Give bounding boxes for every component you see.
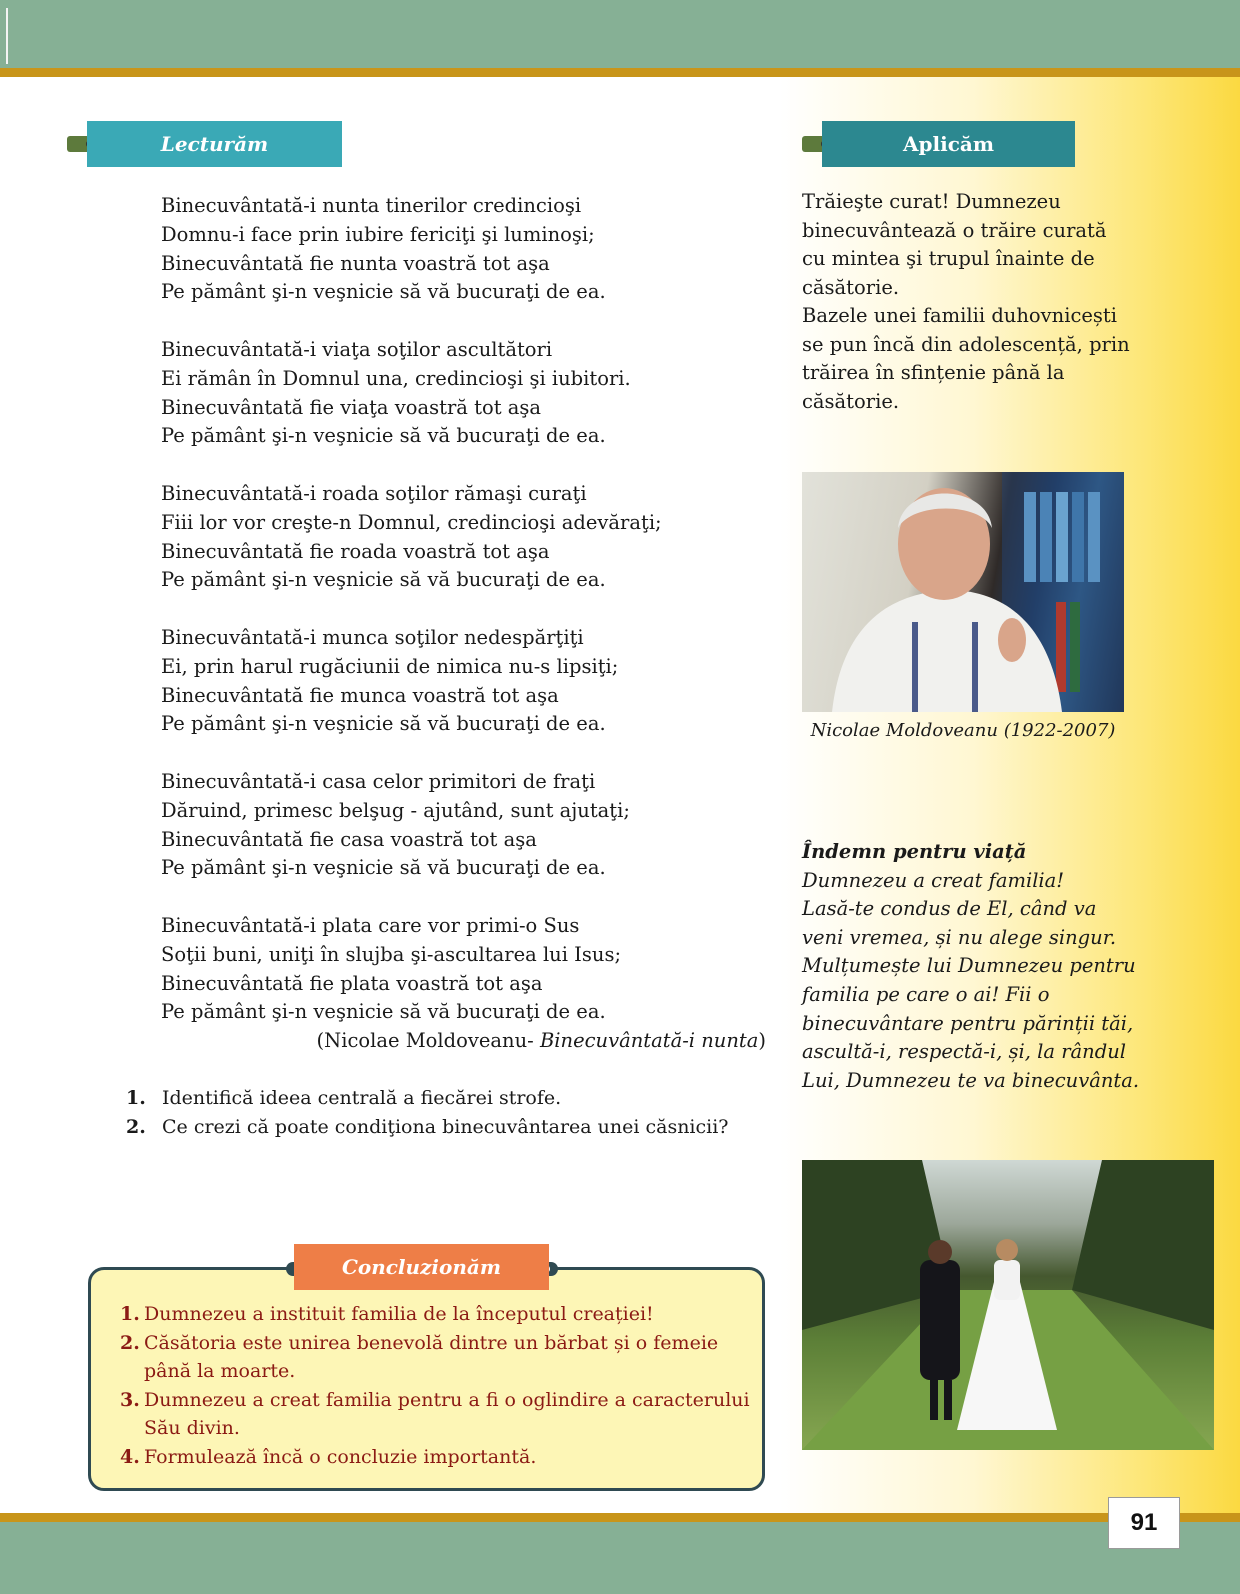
poem-line: Pe pământ şi-n veşnicie să vă bucuraţi de ea. bbox=[161, 1000, 606, 1024]
indemn-line: ascultă-i, respectă-i, și, la rândul bbox=[802, 1040, 1127, 1064]
poem-line: Binecuvântată-i roada soţilor rămaşi curaţi bbox=[161, 481, 587, 505]
aplicam-line: cu mintea şi trupul înainte de bbox=[802, 247, 1095, 270]
poem-line: Pe pământ şi-n veşnicie să vă bucuraţi de ea. bbox=[161, 712, 606, 736]
aplicam-line: trăirea în sfințenie până la bbox=[802, 361, 1065, 384]
question-text: Identifică ideea centrală a fiecărei strofe. bbox=[162, 1087, 562, 1109]
poem-line: Soţii buni, uniţi în slujba şi-ascultarea lui Isus; bbox=[161, 942, 622, 966]
question-item bbox=[126, 1084, 728, 1113]
portrait-photo bbox=[802, 472, 1124, 712]
top-left-line bbox=[6, 8, 8, 64]
poem-stanza bbox=[161, 912, 781, 1027]
page-number: 91 bbox=[1108, 1497, 1180, 1549]
bottom-band bbox=[0, 1522, 1240, 1594]
aplicam-line: binecuvântează o trăire curată bbox=[802, 218, 1107, 242]
question-number: 2. bbox=[126, 1115, 146, 1138]
conclusion-item bbox=[120, 1300, 760, 1329]
poem-line: Fiii lor vor creşte-n Domnul, credincioşi adevăraţi; bbox=[161, 510, 662, 534]
poem-line: Binecuvântată-i nunta tinerilor credincioşi bbox=[161, 194, 582, 217]
indemn-line: Lui, Dumnezeu te va binecuvânta. bbox=[802, 1068, 1140, 1092]
indemn-line: binecuvântare pentru părinții tăi, bbox=[802, 1011, 1134, 1035]
concluzionam-header: Concluzionăm bbox=[294, 1244, 549, 1290]
conclusion-number: 2. bbox=[120, 1331, 140, 1354]
attribution-author: (Nicolae Moldoveanu- bbox=[316, 1029, 540, 1053]
indemn-line: Dumnezeu a creat familia! bbox=[802, 868, 1065, 892]
poem-stanza bbox=[161, 192, 781, 307]
questions-list bbox=[126, 1084, 728, 1141]
poem-line: Pe pământ şi-n veşnicie să vă bucuraţi de ea. bbox=[161, 568, 606, 592]
indemn-line: veni vremea, și nu alege singur. bbox=[802, 925, 1117, 949]
conclusion-item bbox=[120, 1443, 760, 1472]
poem-line: Ei rămân în Domnul una, credincioşi şi iubitori. bbox=[161, 366, 631, 390]
indemn-line: Mulțumește lui Dumnezeu pentru bbox=[802, 954, 1136, 978]
portrait-illustration-icon bbox=[802, 472, 1124, 712]
poem-attribution bbox=[161, 1027, 766, 1056]
wedding-photo bbox=[802, 1160, 1214, 1450]
conclusion-text: Dumnezeu a instituit familia de la începutul creației! bbox=[144, 1303, 654, 1325]
conclusion-list bbox=[120, 1300, 760, 1471]
poem-line: Dăruind, primesc belşug - ajutând, sunt ajutaţi; bbox=[161, 798, 630, 822]
attribution-end: ) bbox=[758, 1029, 766, 1053]
aplicam-line: Trăieşte curat! Dumnezeu bbox=[802, 190, 1061, 213]
conclusion-item bbox=[120, 1386, 760, 1443]
poem-stanza bbox=[161, 480, 781, 595]
poem bbox=[161, 192, 781, 1056]
poem-line: Binecuvântată-i munca soţilor nedespărţiţi bbox=[161, 625, 584, 649]
indemn-title: Îndemn pentru viață bbox=[802, 840, 1027, 863]
conclusion-text: Formulează încă o concluzie importantă. bbox=[144, 1445, 537, 1468]
indemn-line: Lasă-te condus de El, când va bbox=[802, 897, 1097, 921]
poem-line: Binecuvântată fie casa voastră tot aşa bbox=[161, 827, 537, 851]
poem-stanza bbox=[161, 624, 781, 739]
aplicam-line: Bazele unei familii duhovnicești bbox=[802, 304, 1118, 327]
lecturam-header: Lecturăm bbox=[87, 121, 342, 167]
top-stripe bbox=[0, 68, 1240, 77]
conclusion-text: Căsătoria este unirea benevolă dintre un bărbat și o femeie până la moarte. bbox=[144, 1331, 719, 1382]
question-text: Ce crezi că poate condiţiona binecuvântarea unei căsnicii? bbox=[162, 1115, 729, 1138]
poem-line: Binecuvântată fie plata voastră tot aşa bbox=[161, 971, 543, 995]
indemn-section bbox=[802, 838, 1142, 1095]
aplicam-text bbox=[802, 188, 1142, 416]
wedding-illustration-icon bbox=[802, 1160, 1214, 1450]
conclusion-number: 4. bbox=[120, 1445, 140, 1468]
conclusion-item bbox=[120, 1329, 760, 1386]
poem-line: Binecuvântată-i casa celor primitori de fraţi bbox=[161, 769, 596, 793]
poem-line: Pe pământ şi-n veşnicie să vă bucuraţi de ea. bbox=[161, 280, 606, 304]
question-number: 1. bbox=[126, 1087, 146, 1109]
conclusion-number: 3. bbox=[120, 1388, 140, 1411]
poem-line: Pe pământ şi-n veşnicie să vă bucuraţi de ea. bbox=[161, 424, 606, 448]
poem-stanza bbox=[161, 336, 781, 451]
poem-stanza bbox=[161, 768, 781, 883]
poem-line: Ei, prin harul rugăciunii de nimica nu-s lipsiţi; bbox=[161, 654, 619, 678]
question-item bbox=[126, 1113, 728, 1142]
poem-line: Binecuvântată-i viaţa soţilor ascultători bbox=[161, 337, 553, 361]
aplicam-line: căsătorie. bbox=[802, 389, 900, 413]
poem-line: Binecuvântată fie viaţa voastră tot aşa bbox=[161, 395, 541, 419]
aplicam-line: se pun încă din adolescență, prin bbox=[802, 332, 1130, 356]
conclusion-number: 1. bbox=[120, 1303, 140, 1325]
aplicam-line: căsătorie. bbox=[802, 275, 900, 299]
conclusion-text: Dumnezeu a creat familia pentru a fi o oglindire a caracterului Său divin. bbox=[144, 1388, 750, 1439]
bottom-stripe bbox=[0, 1513, 1240, 1522]
indemn-line: familia pe care o ai! Fii o bbox=[802, 982, 1050, 1006]
poem-line: Binecuvântată fie munca voastră tot aşa bbox=[161, 683, 559, 707]
aplicam-header: Aplicăm bbox=[822, 121, 1075, 167]
portrait-caption: Nicolae Moldoveanu (1922-2007) bbox=[810, 720, 1116, 741]
poem-line: Pe pământ şi-n veşnicie să vă bucuraţi de ea. bbox=[161, 856, 606, 880]
poem-line: Domnu-i face prin iubire fericiţi şi luminoşi; bbox=[161, 222, 595, 246]
poem-line: Binecuvântată fie roada voastră tot aşa bbox=[161, 539, 550, 563]
poem-line: Binecuvântată-i plata care vor primi-o Sus bbox=[161, 913, 580, 937]
poem-line: Binecuvântată fie nunta voastră tot aşa bbox=[161, 251, 550, 275]
attribution-title: Binecuvântată-i nunta bbox=[539, 1029, 759, 1053]
top-band bbox=[0, 0, 1240, 68]
